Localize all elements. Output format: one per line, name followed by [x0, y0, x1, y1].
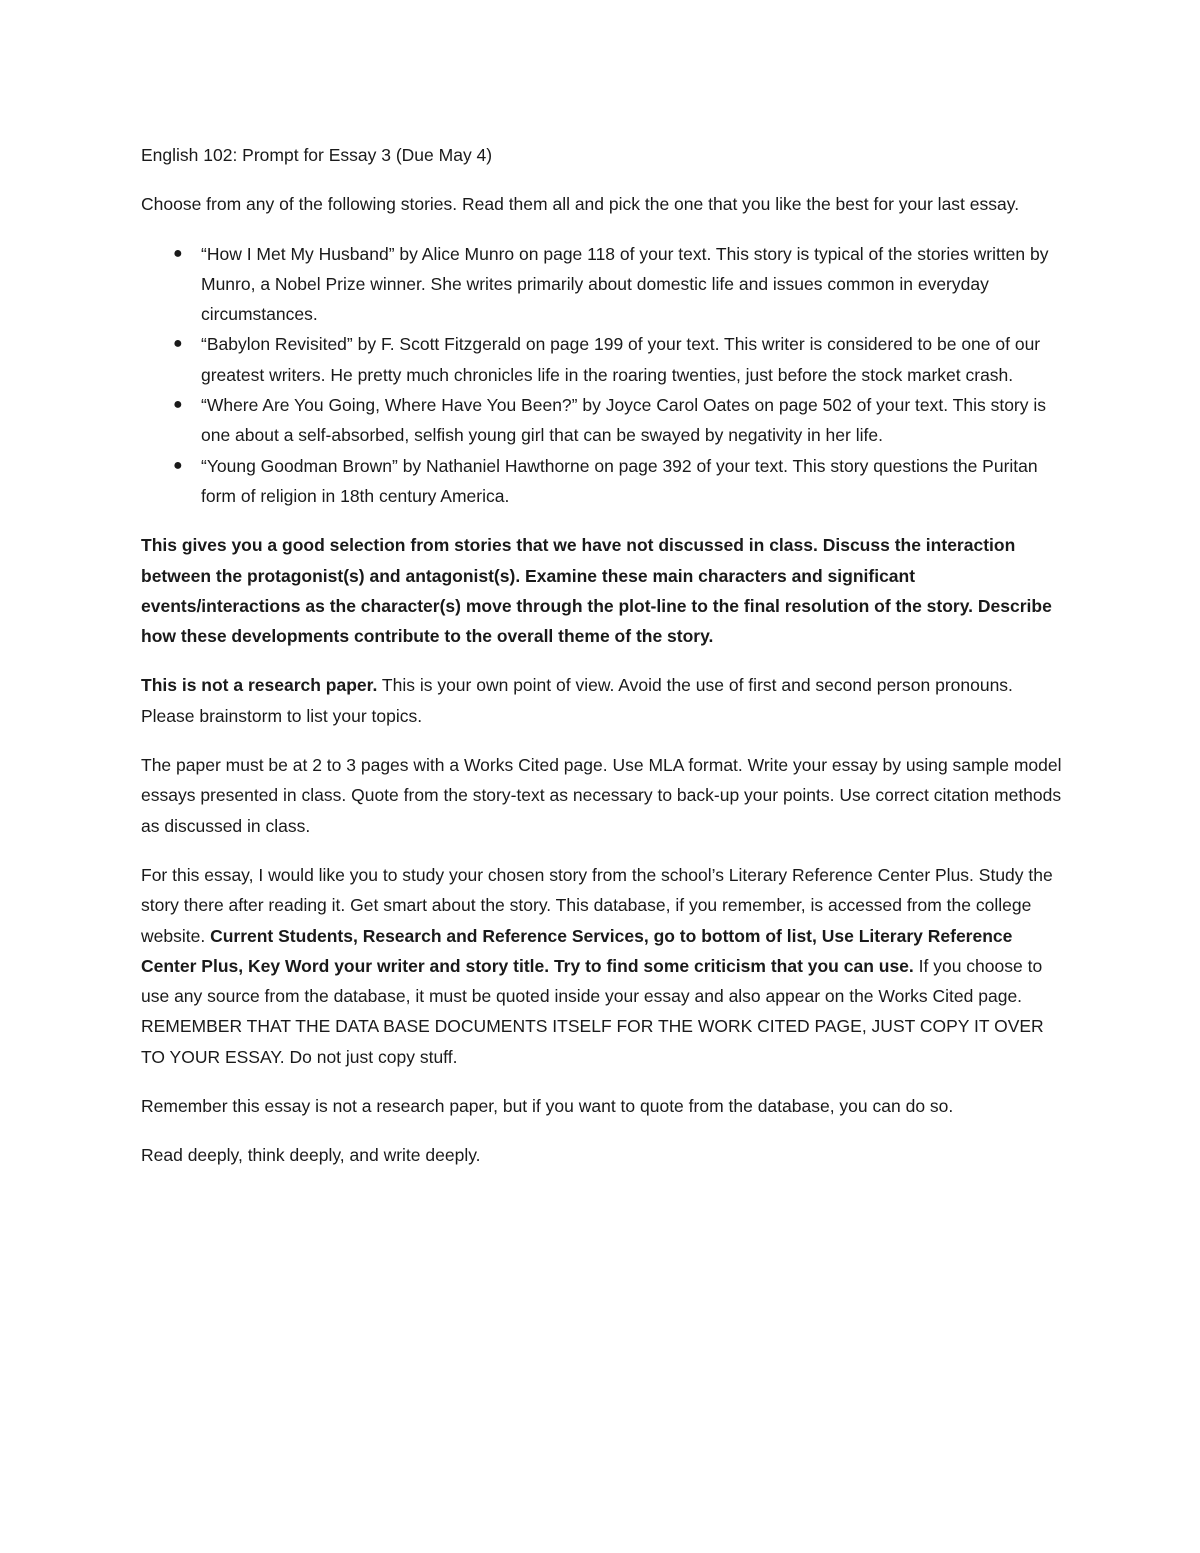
list-item [141, 390, 1071, 451]
closing-paragraph: Read deeply, think deeply, and write deeply. [141, 1145, 481, 1166]
intro-paragraph: Choose from any of the following stories. Read them all and pick the one that you like the best for your last essay. [141, 194, 1020, 215]
bullet-icon: ● [173, 335, 183, 353]
point-of-view-text: This is your own point of view. Avoid the use of first and second person pronouns. Please brainstorm to list your topics. [141, 675, 1013, 726]
bullet-icon: ● [173, 396, 183, 414]
story-text: “How I Met My Husband” by Alice Munro on page 118 of your text. This story is typical of the stories written by Munro, a Nobel Prize winner. She writes primarily about domestic life and issues common in everyday circumstances. [201, 243, 1049, 325]
list-item [141, 329, 1071, 390]
point-of-view-paragraph [141, 670, 1071, 731]
assignment-paragraph: This gives you a good selection from stories that we have not discussed in class. Discuss the interaction between the protagonist(s) and antagonist(s). Examine these main characters and significant events/interactions as the character(s) move through the plot-line to the final resolution of the story. Describe how these developments contribute to the overall theme of the story. [141, 535, 1052, 647]
database-intro-text: For this essay, I would like you to study your chosen story from the school’s Literary Reference Center Plus. Study the story there after reading it. Get smart about the story. This database, if you remember, is accessed from the college website. [141, 864, 1053, 946]
reminder-paragraph: Remember this essay is not a research paper, but if you want to quote from the database, you can do so. [141, 1096, 954, 1117]
database-usage-text: If you choose to use any source from the database, it must be quoted inside your essay and also appear on the Works Cited page. REMEMBER THAT THE DATA BASE DOCUMENTS ITSELF FOR THE WORK CITED PAGE, JUST COPY IT OVER TO YOUR ESSAY. Do not just copy stuff. [141, 955, 1044, 1067]
document-body [141, 140, 1071, 1190]
database-instructions: Current Students, Research and Reference Services, go to bottom of list, Use Literary Reference Center Plus, Key Word your writer and story title. Try to find some criticism that you can use. [141, 925, 1013, 976]
story-list [141, 239, 1071, 512]
format-paragraph: The paper must be at 2 to 3 pages with a Works Cited page. Use MLA format. Write your essay by using sample model essays presented in class. Quote from the story-text as necessary to back-up your points. Use correct citation methods as discussed in class. [141, 755, 1062, 836]
database-paragraph [141, 860, 1071, 1072]
list-item [141, 239, 1071, 330]
not-research-note: This is not a research paper. [141, 675, 378, 696]
list-item [141, 451, 1071, 512]
story-text: “Young Goodman Brown” by Nathaniel Hawthorne on page 392 of your text. This story questions the Puritan form of religion in 18th century America. [201, 455, 1038, 506]
document-title: English 102: Prompt for Essay 3 (Due May 4) [141, 145, 493, 165]
bullet-icon: ● [173, 456, 183, 474]
bullet-icon: ● [173, 244, 183, 262]
story-text: “Where Are You Going, Where Have You Been?” by Joyce Carol Oates on page 502 of your text. This story is one about a self-absorbed, selfish young girl that can be swayed by negativity in her life. [201, 395, 1047, 446]
story-text: “Babylon Revisited” by F. Scott Fitzgerald on page 199 of your text. This writer is considered to be one of our greatest writers. He pretty much chronicles life in the roaring twenties, just before the stock market crash. [201, 334, 1041, 385]
